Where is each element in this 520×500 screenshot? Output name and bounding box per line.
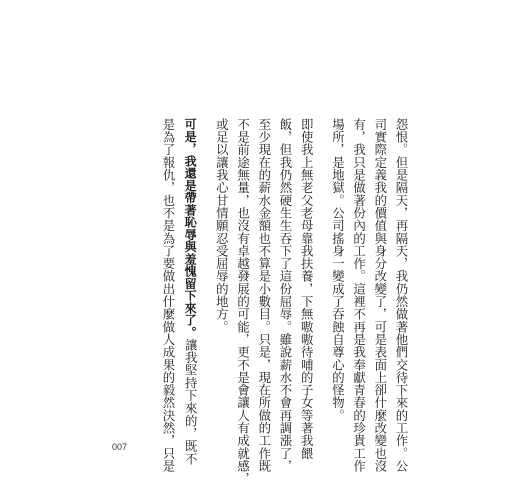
text-column: 或足以讓我心甘情願忍受屈辱的地方。	[214, 118, 230, 334]
text-column: 至少現在的薪水金額也不算是小數目。只是，現在所做的工作既	[256, 118, 272, 473]
text-column: 怨恨。但是隔天，再隔天，我仍然做著他們交待下來的工作。公	[394, 118, 409, 473]
page-number: 007	[112, 442, 128, 452]
text-column: 飯，但我仍然硬生生吞下了這份屈辱。雖說薪水不會再調漲了，	[277, 118, 293, 473]
text-column: 有，我只是做著份內的工作。這裡不再是我奉獻青春的珍貴工作	[351, 118, 367, 473]
emphasis-column	[179, 118, 201, 465]
vertical-text-block	[158, 118, 412, 485]
paragraph-break	[201, 118, 211, 436]
paragraph-break	[317, 118, 327, 436]
text-column: 即使我上無老父老母靠我扶養，下無嗷嗷待哺的子女等著我餵	[299, 118, 315, 460]
text-column: 不是前途無量，也沒有卓越發展的可能，更不是會讓人有成就感，	[235, 118, 251, 485]
bold-sentence: 可是，我還是帶著恥辱與羞愧留下來了。	[183, 118, 198, 339]
text-column: 場所，是地獄。公司搖身一變成了吞蝕自尊心的怪物。	[330, 118, 346, 422]
emphasis-rest: 讓我堅持下來的，既不	[183, 338, 199, 465]
text-column: 是為了報仇，也不是為了要做出什麼做人成果的毅然決然，只是	[160, 118, 176, 473]
text-column: 司實際定義我的價值與身分改變了，可是表面上卻什麼改變也沒	[372, 118, 388, 473]
